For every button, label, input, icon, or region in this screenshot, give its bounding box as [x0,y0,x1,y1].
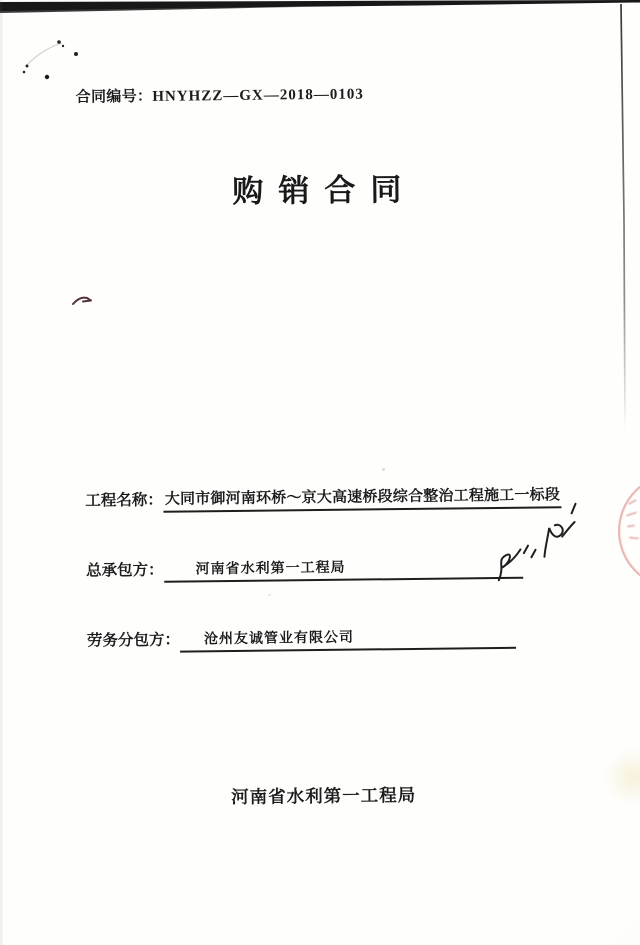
general-contractor-value: 河南省水利第一工程局 [164,555,523,583]
project-name-value: 大同市御河南环桥～京大高速桥段综合整治工程施工一标段 [163,483,561,513]
seal-text-fragment [626,511,637,516]
labor-subcontractor-label: 劳务分包方： [86,631,181,650]
labor-subcontractor-value: 沧州友诚管业有限公司 [180,625,516,653]
contract-number-value: HNYHZZ—GX—2018—0103 [152,86,364,105]
seal-text-fragment [627,524,635,527]
project-name-label: 工程名称： [85,491,163,510]
contract-number-label: 合同编号： [75,88,153,106]
field-labor-subcontractor [87,624,516,654]
field-project-name [85,483,561,513]
seal-text-fragment [628,499,637,505]
seal-text-fragment [629,536,639,539]
document-title: 购销合同 [232,171,417,209]
footer-organization: 河南省水利第一工程局 [231,784,417,808]
general-contractor-label: 总承包方： [86,561,164,580]
contract-number-line [76,82,364,106]
field-general-contractor [86,554,523,584]
